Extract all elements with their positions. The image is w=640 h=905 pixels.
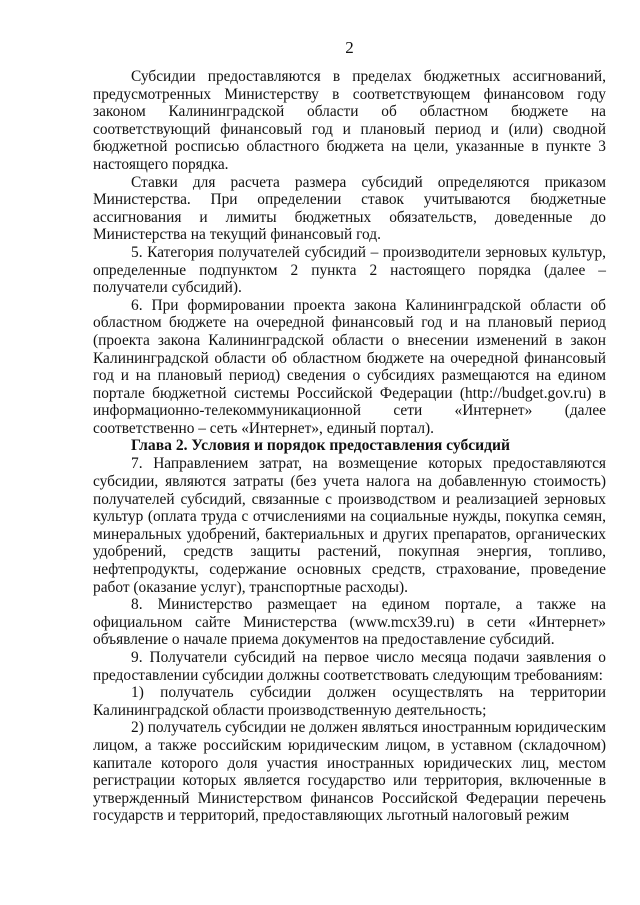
- paragraph-item-7: 7. Направлением затрат, на возмещение которых предоставляются субсидии, являются затраты (без учета налога на добавленную стоимость) получателей субсидий, связанные с производством и реализацией зерновых культур (оплата труда с отчислениями на социальные нужды, покупка семян, минеральных удобрений, бактериальных и других препаратов, органических удобрений, средств защиты растений, покупная энергия, топливо, нефтепродукты, содержание основных средств, страхование, проведение работ (оказание услуг), транспортные расходы).: [93, 455, 606, 596]
- paragraph-item-9: 9. Получатели субсидий на первое число месяца подачи заявления о предоставлении субсидии должны соответствовать следующим требованиям:: [93, 649, 606, 684]
- chapter-heading: Глава 2. Условия и порядок предоставления субсидий: [131, 437, 511, 455]
- paragraph-item-5: 5. Категория получателей субсидий – производители зерновых культур, определенные подпунктом 2 пункта 2 настоящего порядка (далее – получатели субсидий).: [93, 243, 606, 297]
- paragraph-item-6: 6. При формировании проекта закона Калининградской области об областном бюджете на очередной финансовый год и на плановый период (проекта закона Калининградской области о внесении изменений в закон Калининградской области об областном бюджете на очередной финансовый год и на плановый период) сведения о субсидиях размещаются на едином портале бюджетной системы Российской Федерации (http://budget.gov.ru) в информационно-телекоммуникационной сети «Интернет» (далее соответственно – сеть «Интернет», единый портал).: [93, 296, 606, 437]
- paragraph-item-9-2: 2) получатель субсидии не должен являться иностранным юридическим лицом, а также российским юридическим лицом, в уставном (складочном) капитале которого доля участия иностранных юридических лиц, местом регистрации которых является государство или территория, включенные в утвержденный Министерством финансов Российской Федерации перечень государств и территорий, предоставляющих льготный налоговый режим: [93, 719, 606, 825]
- paragraph-subsidies-budget: Субсидии предоставляются в пределах бюджетных ассигнований, предусмотренных Министерству в соответствующем финансовом году законом Калининградской области об областном бюджете на соответствующий финансовый год и плановый период и (или) сводной бюджетной росписью областного бюджета на цели, указанные в пункте 3 настоящего порядка.: [93, 68, 606, 173]
- document-body: [93, 68, 606, 825]
- paragraph-item-9-1: 1) получатель субсидии должен осуществлять на территории Калининградской области производственную деятельность;: [93, 684, 606, 719]
- page-number: 2: [345, 38, 354, 57]
- paragraph-item-8: 8. Министерство размещает на едином портале, а также на официальном сайте Министерства (www.mcx39.ru) в сети «Интернет» объявление о начале приема документов на предоставление субсидий.: [93, 596, 606, 649]
- paragraph-subsidy-rates: Ставки для расчета размера субсидий определяются приказом Министерства. При определении ставок учитываются бюджетные ассигнования и лимиты бюджетных обязательств, доведенные до Министерства на текущий финансовый год.: [93, 173, 606, 244]
